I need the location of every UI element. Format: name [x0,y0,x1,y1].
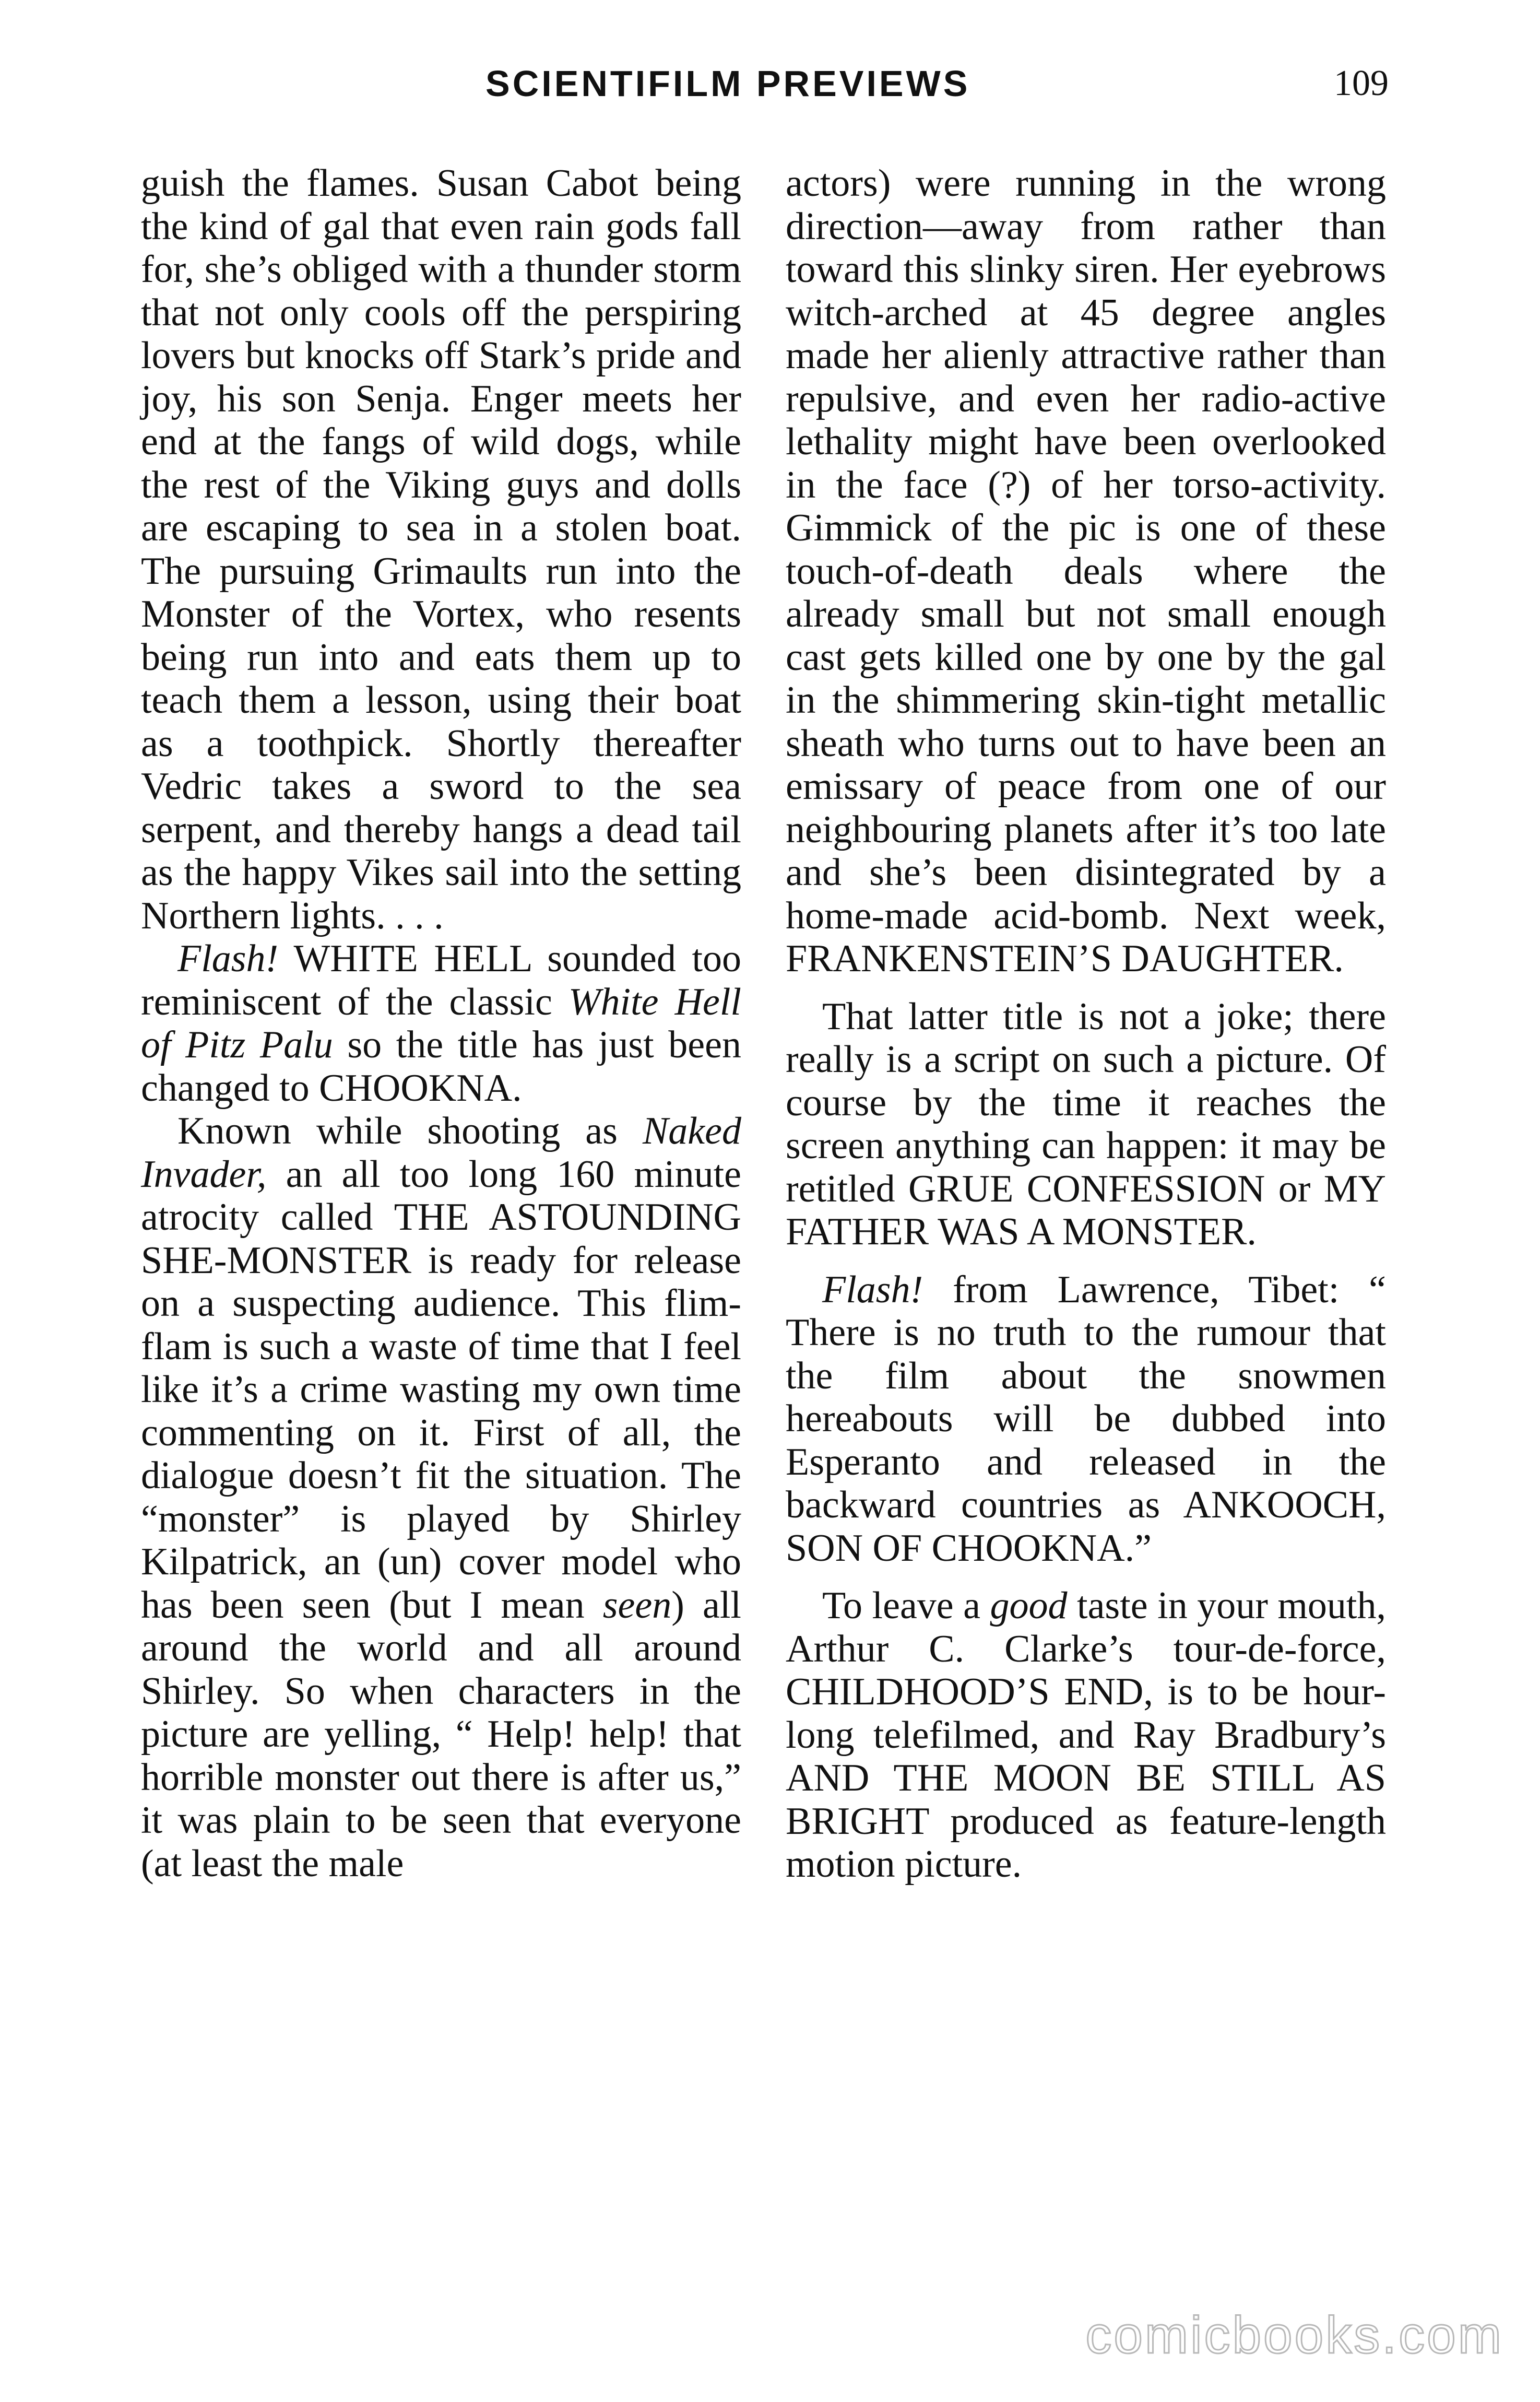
film-title: White Hell of Pitz Palu [141,980,741,1066]
site-watermark: comicbooks.com [1085,2306,1503,2364]
paragraph-tibet [786,1268,1386,1570]
paragraph-continued [141,162,741,937]
paragraph-text: Known while shooting as [177,1110,643,1152]
flash-label: Flash! [822,1268,923,1311]
paragraph-clarke-bradbury [786,1584,1386,1886]
paragraph-continued [786,162,1386,981]
paragraph-text: taste in your mouth, Arthur C. Clarke’s tour-de-force, CHILDHOOD’S END, is to be hour-long telefilmed, and Ray Bradbury’s AND THE MOON BE STILL AS BRIGHT produced as feature-length motion picture. [786,1584,1386,1886]
paragraph-text: guish the flames. Susan Cabot being the kind of gal that even rain gods fall for, she’s obliged with a thunder storm that not only cools off the perspiring lovers but knocks off Stark’s pride and joy, his son Senja. Enger meets her end at the fangs of wild dogs, while the rest of the Viking guys and dolls are escaping to sea in a stolen boat. The pursuing Grimaults run into the Monster of the Vortex, who resents being run into and eats them up to teach them a lesson, using their boat as a toothpick. Shortly thereafter Vedric takes a sword to the sea serpent, and thereby hangs a dead tail as the happy Vikes sail into the setting Northern lights. . . . [141,162,741,937]
emphasis: good [990,1584,1068,1627]
page-header [141,63,1389,125]
running-head: SCIENTIFILM PREVIEWS [485,63,970,104]
paragraph-text: so the title has just been changed to CHOOKNA. [141,1023,741,1110]
paragraph-text: To leave a [822,1584,990,1627]
right-column [786,162,1386,1886]
page-number: 109 [1334,63,1389,103]
paragraph-text: from Lawrence, Tibet: “ There is no truth to the rumour that the film about the snowmen hereabouts will be dubbed into Esperanto and released in the backward countries as ANKOOCH, SON OF CHOOKNA.” [786,1268,1386,1570]
paragraph-text: an all too long 160 minute atrocity called THE ASTOUNDING SHE-MONSTER is ready for release on a suspecting audience. This flim-flam is such a waste of time that I feel like it’s a crime wasting my own time commenting on it. First of all, the dialogue doesn’t fit the situation. The “monster” is played by Shirley Kilpatrick, an (un) cover model who has been seen (but I mean [141,1152,741,1627]
left-column [141,162,741,1885]
paragraph-text: That latter title is not a joke; there really is a script on such a picture. Of course by the time it reaches the screen anything can happen: it may be retitled GRUE CONFESSION or MY FATHER WAS A MONSTER. [786,995,1386,1253]
paragraph-text: actors) were running in the wrong direction—away from rather than toward this slinky siren. Her eyebrows witch-arched at 45 degree angles made her alienly attractive rather than repulsive, and even her radio-active lethality might have been overlooked in the face (?) of her torso-activity. Gimmick of the pic is one of these touch-of-death deals where the already small but not small enough cast gets killed one by one by the gal in the shimmering skin-tight metallic sheath who turns out to have been an emissary of peace from one of our neighbouring planets after it’s too late and she’s been disintegrated by a home-made acid-bomb. Next week, FRANKENSTEIN’S DAUGHTER. [786,162,1386,980]
flash-label: Flash! [177,937,279,980]
paragraph-text: WHITE HELL sounded too reminiscent of the classic [141,937,741,1023]
paragraph-white-hell [141,937,741,1110]
paragraph-frankenstein [786,995,1386,1254]
film-title: Naked Invader, [141,1110,741,1196]
paragraph-text: ) all around the world and all around Shirley. So when characters in the picture are yelling, “ Help! help! that horrible monster out there is after us,” it was plain to be seen that everyone (at least the male [141,1583,741,1885]
paragraph-she-monster [141,1110,741,1885]
emphasis: seen [602,1583,672,1627]
